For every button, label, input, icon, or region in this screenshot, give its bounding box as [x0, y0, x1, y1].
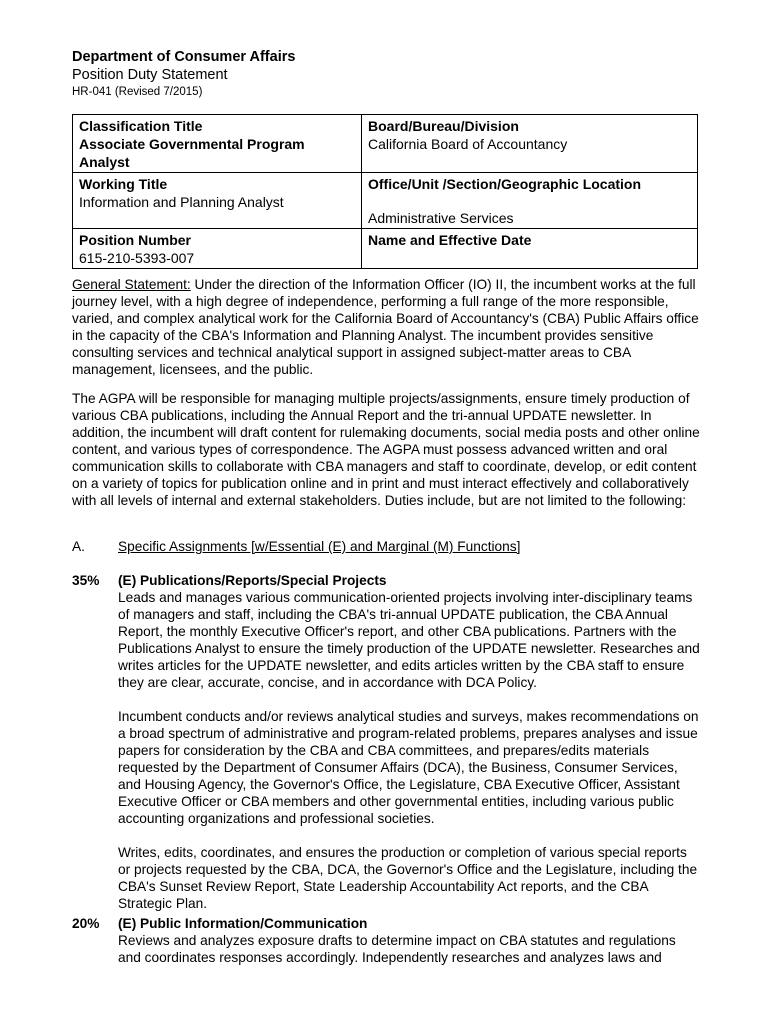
position-number-label: Position Number — [79, 232, 192, 248]
classification-cell — [73, 115, 362, 173]
duty-title: (E) Publications/Reports/Special Projects — [118, 573, 387, 588]
board-value: California Board of Accountancy — [368, 136, 568, 152]
table-row — [73, 173, 698, 229]
duty-paragraph: Leads and manages various communication-oriented projects involving inter-disciplinary teams of managers and staff, including the CBA's tri-annual UPDATE publication, the CBA Annual Report, the monthly Executive Officer's report, and other CBA publications. Partners with the Publications Analyst to ensure the timely production of the UPDATE newsletter. Researches and writes articles for the UPDATE newsletter, and edits articles written by the CBA staff to ensure they are clear, accurate, concise, and in accordance with DCA Policy. — [118, 590, 700, 690]
classification-title-value: Associate Governmental Program Analyst — [79, 136, 305, 170]
name-date-label: Name and Effective Date — [368, 232, 532, 248]
position-info-table — [72, 114, 698, 269]
document-header — [72, 48, 295, 100]
table-row — [73, 115, 698, 173]
duty-percent: 20% — [72, 916, 100, 931]
assignment-heading: Specific Assignments [w/Essential (E) and Marginal (M) Functions] — [118, 539, 521, 554]
general-statement-label: General Statement: — [72, 277, 191, 292]
duty-paragraph: Incumbent conducts and/or reviews analytical studies and surveys, makes recommendations on a broad spectrum of administrative and program-related problems, prepares analyses and issue papers for consideration by the CBA and CBA committees, and prepares/edits materials requested by the Department of Consumer Affairs (DCA), the Business, Consumer Services, and Housing Agency, the Governor's Office, the Legislature, CBA Executive Officer, Assistant Executive Officer or CBA members and other governmental entities, including various public accounting organizations and professional societies. — [118, 709, 699, 826]
position-number-value: 615-210-5393-007 — [79, 250, 195, 266]
agpa-paragraph: The AGPA will be responsible for managing multiple projects/assignments, ensure timely production of various CBA publications, including the Annual Report and the tri-annual UPDATE newsletter. In addition, the incumbent will draft content for rulemaking documents, social media posts and other online content, and various types of correspondence. The AGPA must possess advanced written and oral communication skills to collaborate with CBA managers and staff to coordinate, develop, or edit content on a variety of topics for publication online and in print and must interact effectively and collaboratively with all levels of internal and external stakeholders. Duties include, but are not limited to the following: — [72, 391, 700, 508]
position-number-cell — [73, 229, 362, 269]
duty-paragraph: Writes, edits, coordinates, and ensures the production or completion of various special reports or projects requested by the CBA, DCA, the Governor's Office and the Legislature, including the CBA's Sunset Review Report, State Leadership Accountability Act reports, and the CBA Strategic Plan. — [118, 845, 698, 911]
office-cell — [362, 173, 698, 229]
duty-paragraph: Reviews and analyzes exposure drafts to determine impact on CBA statutes and regulations and coordinates responses accordingly. Independently researches and analyzes laws and — [118, 933, 676, 965]
duty-section — [72, 915, 700, 983]
duty-body — [118, 932, 700, 966]
table-row — [73, 229, 698, 269]
board-label: Board/Bureau/Division — [368, 118, 519, 134]
general-statement-text: Under the direction of the Information Officer (IO) II, the incumbent works at the full journey level, with a high degree of independence, performing a full range of the more responsible, varied, and complex analytical work for the California Board of Accountancy's (CBA) Public Affairs office in the capacity of the CBA's Information and Planning Analyst. The incumbent provides sensitive consulting services and technical analytical support in assigned subject-matter areas to CBA management, licensees, and the public. — [72, 277, 699, 377]
general-statement — [72, 276, 700, 378]
assignment-letter: A. — [72, 539, 85, 554]
working-title-cell — [73, 173, 362, 229]
name-date-cell — [362, 229, 698, 269]
working-title-value: Information and Planning Analyst — [79, 194, 284, 210]
department-name: Department of Consumer Affairs — [72, 49, 296, 65]
duty-body — [118, 589, 700, 912]
classification-title-label: Classification Title — [79, 118, 203, 134]
duty-percent: 35% — [72, 573, 100, 588]
working-title-label: Working Title — [79, 176, 168, 192]
office-value: Administrative Services — [368, 210, 514, 226]
board-cell — [362, 115, 698, 173]
duty-title: (E) Public Information/Communication — [118, 916, 368, 931]
specific-assignments — [72, 538, 700, 555]
office-label: Office/Unit /Section/Geographic Location — [368, 176, 642, 192]
duty-section — [72, 572, 700, 929]
document-title: Position Duty Statement — [72, 67, 228, 83]
form-code: HR-041 (Revised 7/2015) — [72, 86, 203, 98]
